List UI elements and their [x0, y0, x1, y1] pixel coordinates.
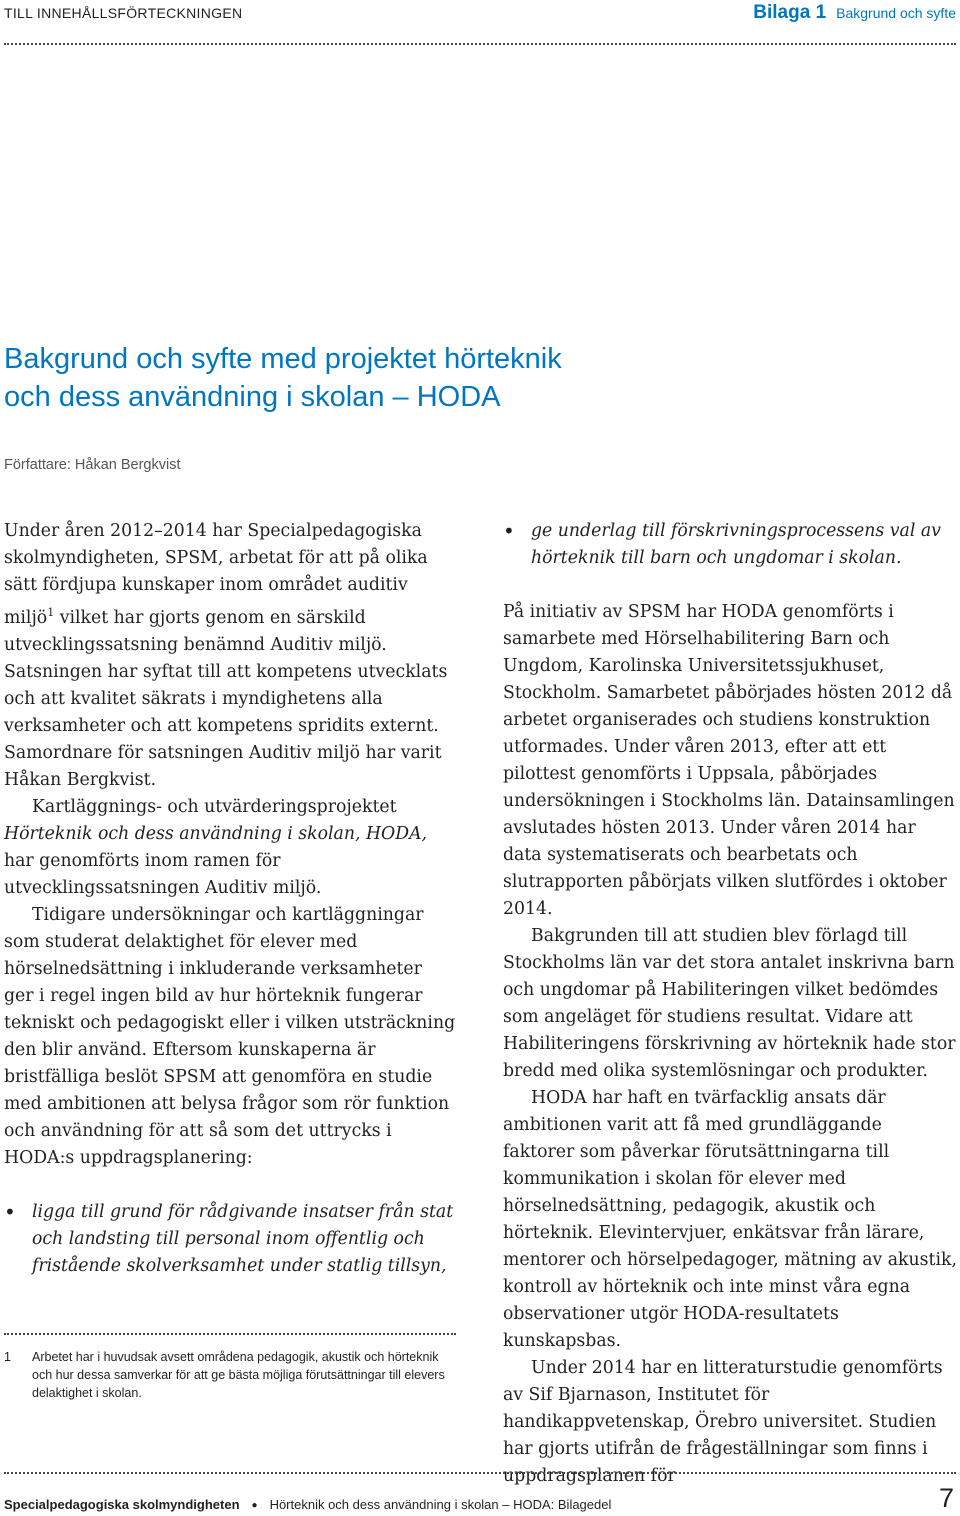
- running-header: [753, 2, 956, 24]
- project-name: Hörteknik och dess användning i skolan, HODA,: [4, 823, 428, 844]
- paragraph: HODA har haft en tvärfacklig ansats där ambitionen varit att få med grundläggande faktorer som påverkar förutsättningarna till kommunikation i skolan för elever med hörselnedsättning, pedagogik, akustik och hörteknik. Elevintervjuer, enkätsvar från lärare, mentorer och hörselpedagoger, mätning av akustik, kontroll av hörteknik och inte minst våra egna observationer utgör HODA-resultatets kunskapsbas.: [503, 1088, 957, 1351]
- bullet-icon: •: [503, 519, 515, 543]
- paragraph: Under 2014 har en litteraturstudie genomförts av Sif Bjarnason, Institutet för handikappvetenskap, Örebro universitet. Studien har gjorts utifrån de frågeställningar som finns i uppdragsplanen för: [503, 1358, 943, 1486]
- right-column: [503, 518, 958, 1490]
- footnote-text: Arbetet har i huvudsak avsett områdena pedagogik, akustik och hörteknik och hur dessa samverkar för att ge bästa möjliga förutsättningar till elevers delaktighet i skolan.: [32, 1350, 445, 1400]
- paragraph: [4, 794, 456, 902]
- footnote: [4, 1348, 456, 1402]
- paragraph: På initiativ av SPSM har HODA genomförts i samarbete med Hörselhabilitering Barn och Ungdom, Karolinska Universitetssjukhuset, Stockholm. Samarbetet påbörjades hösten 2012 då arbetet organiserades och studiens konstruktion utformades. Under våren 2013, efter att ett pilottest genomförts i Uppsala, påbörjades undersökningen i Stockholms län. Datainsamlingen avslutades hösten 2013. Under våren 2014 har data systematiserats och bearbetats och slutrapporten påbörjats vilken slutfördes i oktober 2014.: [503, 602, 955, 919]
- page-number: 7: [938, 1483, 954, 1513]
- footer-org: Specialpedagogiska skolmyndigheten: [4, 1497, 240, 1512]
- paragraph: Tidigare undersökningar och kartläggningar som studerat delaktighet för elever med hörselnedsättning i inkluderande verksamheter ger i regel ingen bild av hur hörteknik fungerar tekniskt och pedagogiskt eller i vilken utsträckning den blir använd. Eftersom kunskaperna är bristfälliga beslöt SPSM att genomföra en studie med ambitionen att belysa frågor som rör funktion och användning för att så som det uttrycks i HODA:s uppdragsplanering:: [4, 904, 456, 1168]
- paragraph: Bakgrunden till att studien blev förlagd till Stockholms län var det stora antalet inskrivna barn och ungdomar på Habiliteringen vilket bedömdes som angeläget för studiens resultat. Vidare att Habiliteringens förskrivning av hörteknik hade stor bredd med olika systemlösningar och produkter.: [503, 926, 956, 1081]
- paragraph: [4, 518, 456, 794]
- paragraph-text: har genomförts inom ramen för utvecklingssatsningen Auditiv miljö.: [4, 850, 322, 898]
- title-line-1: Bakgrund och syfte med projektet hörteknik: [4, 343, 562, 375]
- paragraph-text: vilket har gjorts genom en särskild utvecklingssatsning benämnd Auditiv miljö. Satsningen har syftat till att kompetens utvecklats och att kvalitet säkrats i myndighetens alla verksamheter och att kompetens spridits externt. Samordnare för satsningen Auditiv miljö har varit Håkan Bergkvist.: [4, 607, 448, 790]
- author-line: Författare: Håkan Bergkvist: [4, 457, 181, 473]
- appendix-label: Bilaga 1: [753, 2, 827, 23]
- list-item: [503, 518, 958, 572]
- section-label: Bakgrund och syfte: [836, 5, 956, 21]
- footer: [4, 1497, 956, 1512]
- left-column: [4, 518, 456, 1280]
- list-item: [4, 1199, 456, 1280]
- list-item-text: ge underlag till förskrivningsprocessens val av hörteknik till barn och ungdomar i skolan.: [531, 521, 941, 568]
- footnote-ref[interactable]: 1: [47, 606, 55, 619]
- title-line-2: och dess användning i skolan – HODA: [4, 381, 501, 413]
- list-item-text: ligga till grund för rådgivande insatser från stat och landsting till personal inom offentlig och fristående skolverksamhet under statlig tillsyn,: [32, 1201, 454, 1276]
- toc-link[interactable]: TILL INNEHÅLLSFÖRTECKNINGEN: [4, 5, 243, 21]
- footer-doc-title: Hörteknik och dess användning i skolan – HODA: Bilagedel: [269, 1497, 612, 1512]
- header-divider: [4, 43, 956, 45]
- bullet-icon: ●: [251, 1500, 258, 1511]
- footer-divider: [4, 1472, 956, 1474]
- footnote-number: 1: [4, 1350, 11, 1364]
- paragraph-text: Under åren 2012–2014 har Specialpedagogiska skolmyndigheten, SPSM, arbetat för att på olika sätt fördjupa kunskaper inom området auditiv miljö: [4, 521, 428, 628]
- paragraph-text: Kartläggnings- och utvärderingsprojektet: [32, 796, 397, 817]
- footnote-divider: [4, 1333, 456, 1335]
- bullet-icon: •: [4, 1199, 16, 1224]
- page-title: [4, 340, 904, 416]
